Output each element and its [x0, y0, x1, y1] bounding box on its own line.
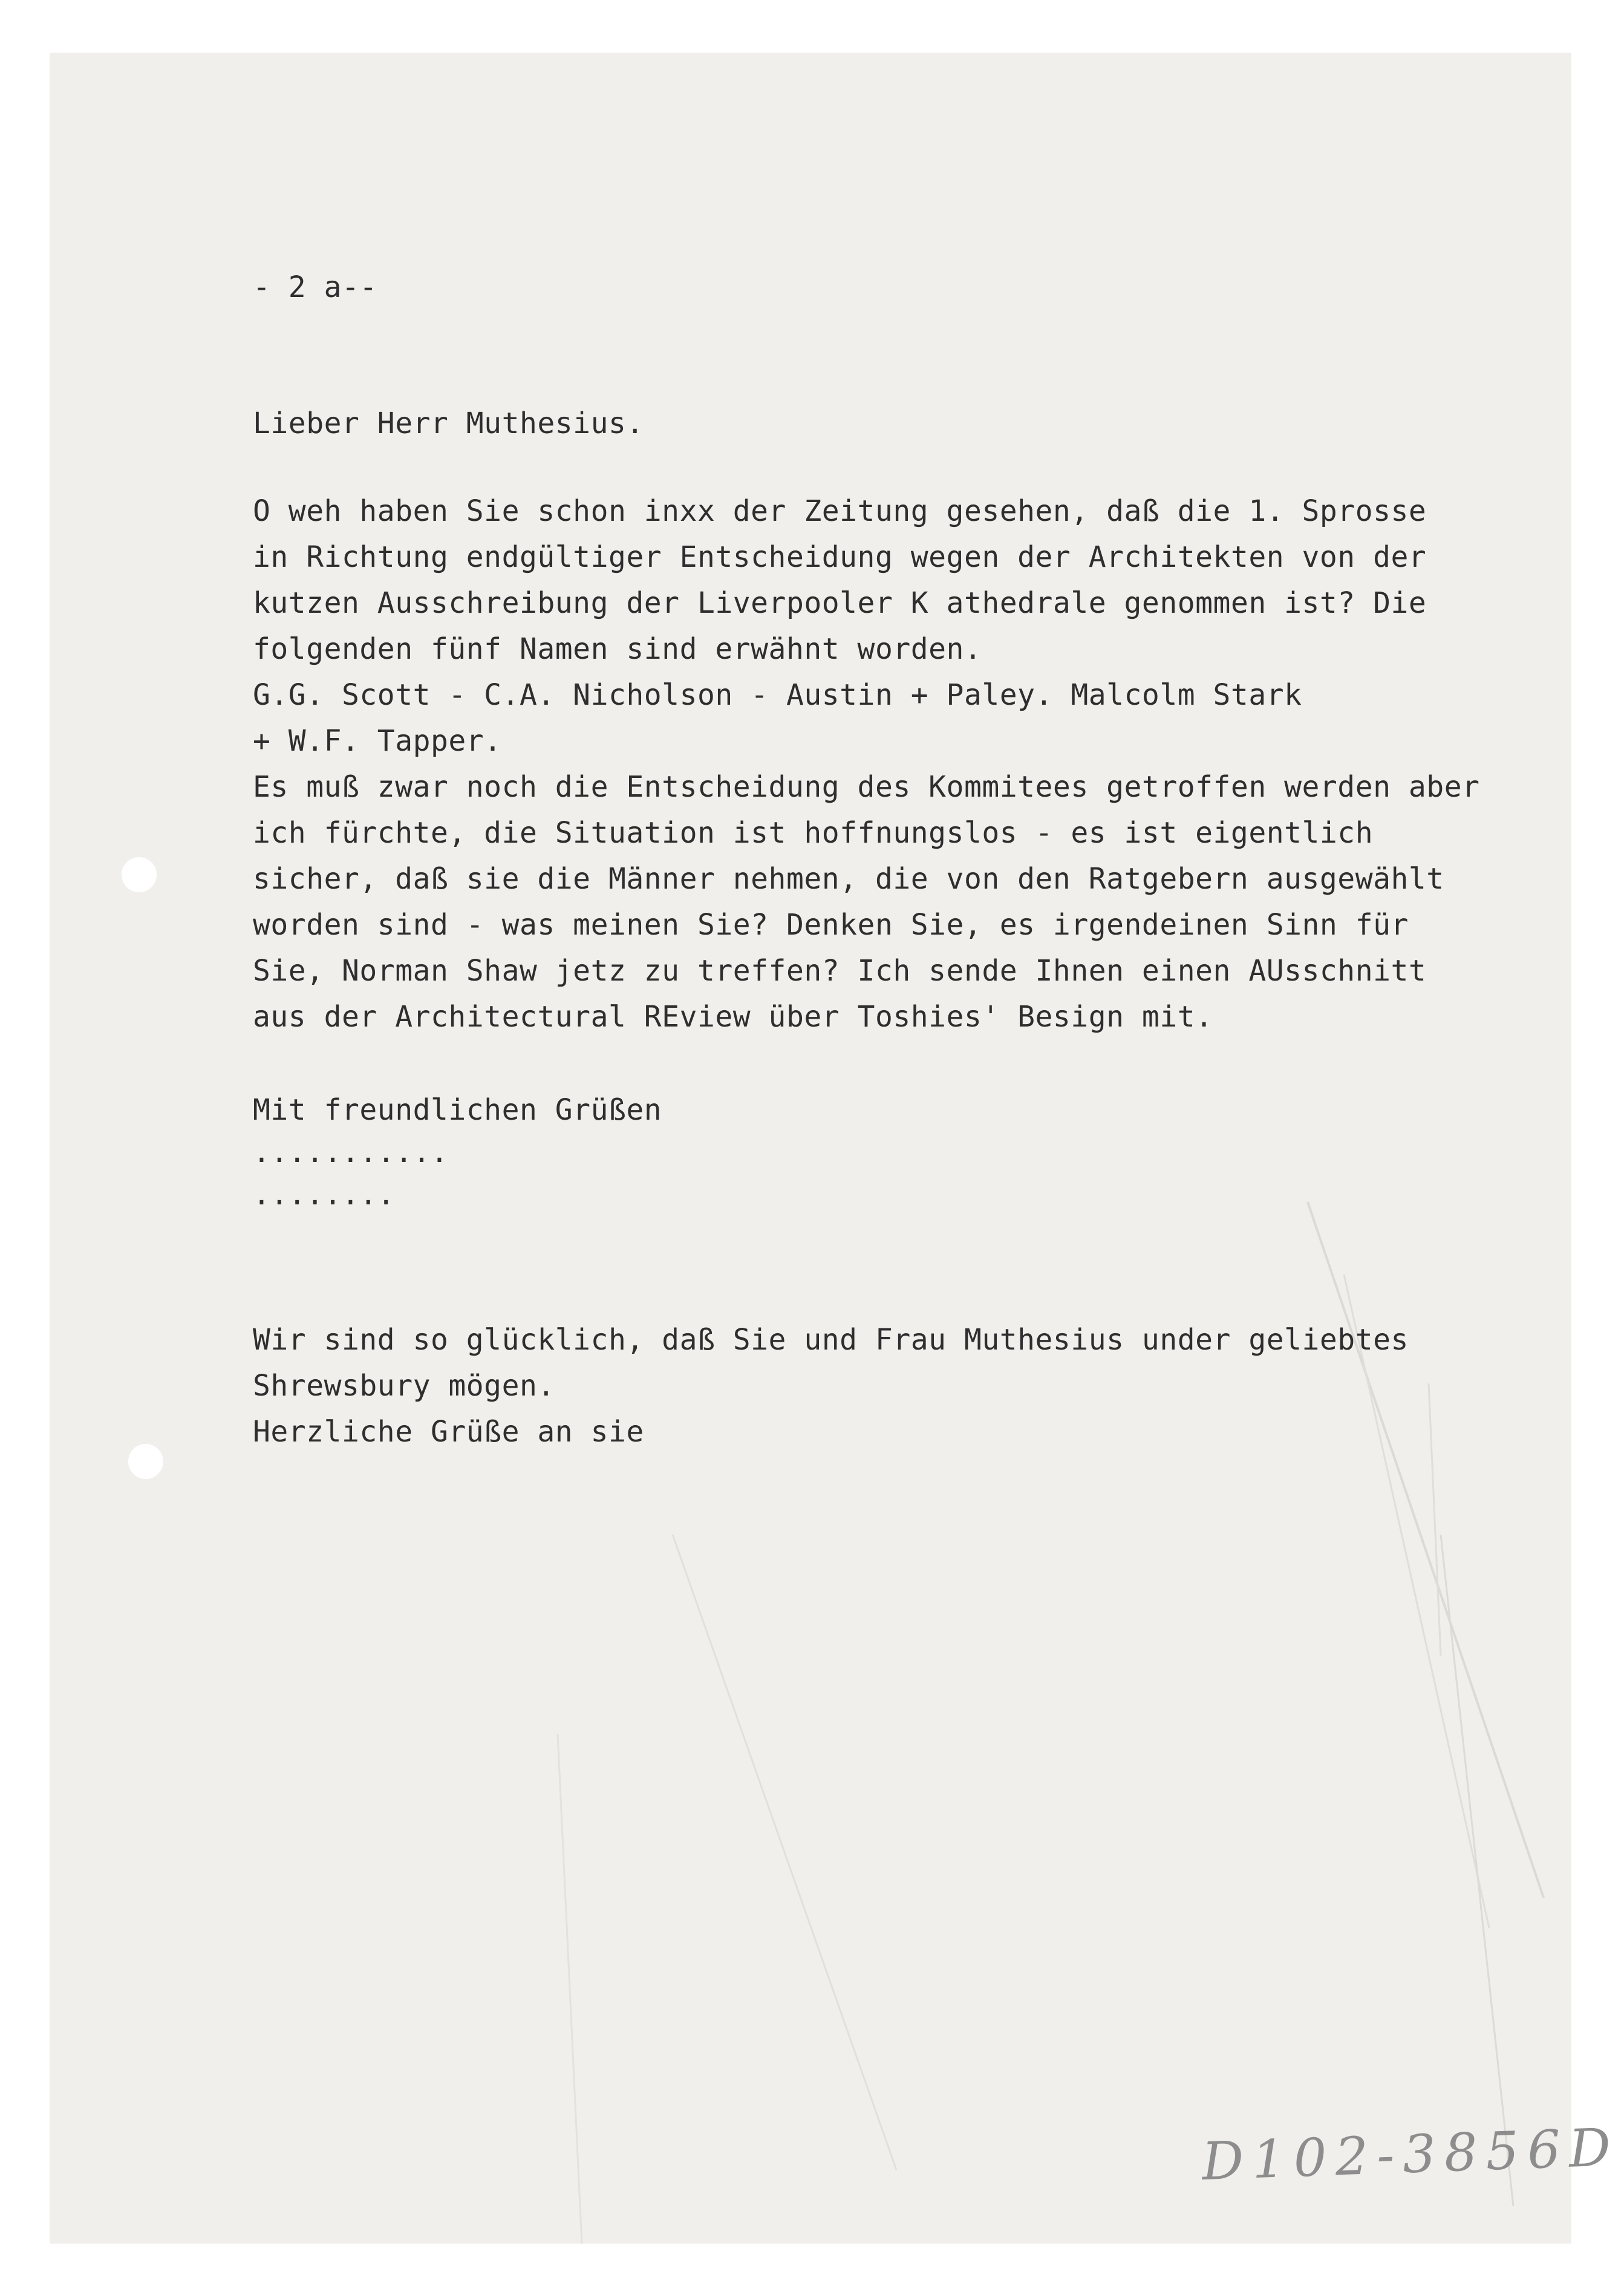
signature-dots: ........ — [253, 1178, 396, 1212]
punch-hole-bottom — [128, 1444, 163, 1479]
body-line: folgenden fünf Namen sind erwähnt worden. — [253, 632, 982, 666]
body-line: ich fürchte, die Situation ist hoffnungslos - es ist eigentlich — [253, 816, 1374, 850]
body-line: Es muß zwar noch die Entscheidung des Kommitees getroffen werden aber — [253, 770, 1480, 804]
postscript-line: Wir sind so glücklich, daß Sie und Frau Muthesius under geliebtes — [253, 1323, 1409, 1357]
archive-number: D102-3856D — [1201, 2117, 1620, 2193]
page-marker: - 2 a-- — [253, 270, 377, 304]
closing: Mit freundlichen Grüßen — [253, 1093, 662, 1127]
body-line: sicher, daß sie die Männer nehmen, die von den Ratgebern ausgewählt — [253, 862, 1444, 896]
body-line: in Richtung endgültiger Entscheidung wegen der Architekten von der — [253, 540, 1427, 574]
body-line: kutzen Ausschreibung der Liverpooler K athedrale genommen ist? Die — [253, 586, 1427, 620]
salutation: Lieber Herr Muthesius. — [253, 406, 644, 440]
body-line: worden sind - was meinen Sie? Denken Sie, es irgendeinen Sinn für — [253, 908, 1409, 942]
body-line: + W.F. Tapper. — [253, 724, 502, 758]
body-line: O weh haben Sie schon inxx der Zeitung gesehen, daß die 1. Sprosse — [253, 494, 1427, 528]
paper-sheet — [50, 53, 1620, 2244]
body-line: Sie, Norman Shaw jetz zu treffen? Ich sende Ihnen einen AUsschnitt — [253, 954, 1427, 988]
body-line: G.G. Scott - C.A. Nicholson - Austin + Paley. Malcolm Stark — [253, 678, 1302, 712]
postscript-line: Herzliche Grüße an sie — [253, 1415, 644, 1449]
body-line: aus der Architectural REview über Toshies' Besign mit. — [253, 1000, 1213, 1034]
punch-hole-top — [122, 857, 157, 892]
postscript-line: Shrewsbury mögen. — [253, 1369, 555, 1403]
signature-dots: ........... — [253, 1135, 449, 1169]
